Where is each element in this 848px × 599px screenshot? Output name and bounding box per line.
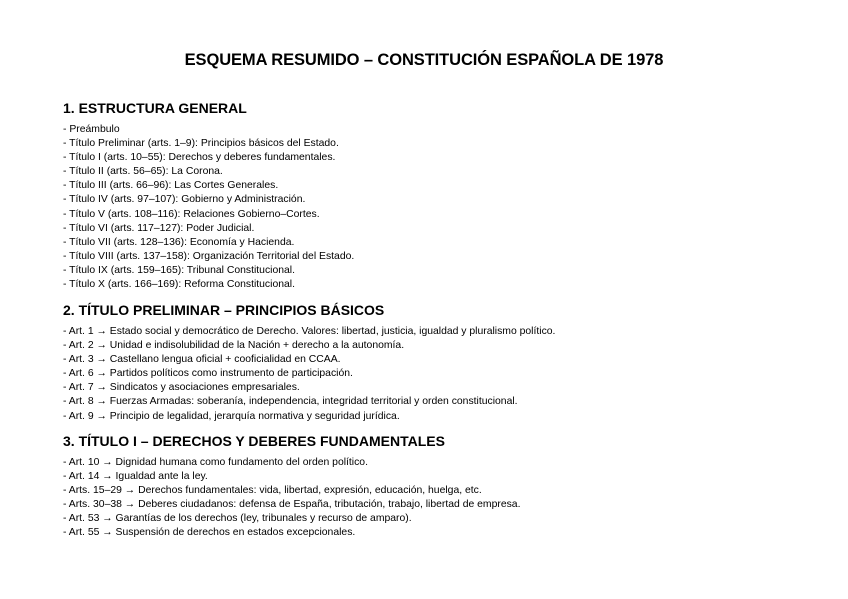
list-item: - Título X (arts. 166–169): Reforma Constitucional. (63, 279, 295, 291)
section-heading: 2. TÍTULO PRELIMINAR – PRINCIPIOS BÁSICOS (63, 302, 385, 318)
list-item: - Título VI (arts. 117–127): Poder Judicial. (63, 222, 255, 234)
section-heading: 1. ESTRUCTURA GENERAL (63, 100, 247, 116)
list-item: - Art. 2 → Unidad e indisolubilidad de la Nación + derecho a la autonomía. (63, 340, 405, 352)
list-item: - Título II (arts. 56–65): La Corona. (63, 166, 223, 178)
list-item: - Preámbulo (63, 124, 120, 135)
document-title: ESQUEMA RESUMIDO – CONSTITUCIÓN ESPAÑOLA DE 1978 (184, 51, 664, 69)
list-item: - Título IX (arts. 159–165): Tribunal Constitucional. (63, 264, 295, 276)
list-item: - Título III (arts. 66–96): Las Cortes Generales. (63, 180, 279, 192)
section-list (63, 325, 823, 424)
list-item: - Arts. 15–29 → Derechos fundamentales: vida, libertad, expresión, educación, huelga, etc. (63, 485, 482, 497)
list-item: - Art. 53 → Garantías de los derechos (ley, tribunales y recurso de amparo). (63, 513, 412, 525)
list-item: - Título I (arts. 10–55): Derechos y deberes fundamentales. (63, 152, 336, 164)
section-estructura-general (63, 99, 823, 292)
list-item: - Art. 7 → Sindicatos y asociaciones empresariales. (63, 382, 300, 394)
section-list (63, 456, 823, 541)
list-item: - Título VII (arts. 128–136): Economía y Hacienda. (63, 236, 295, 248)
section-titulo-i (63, 432, 823, 541)
list-item: - Art. 1 → Estado social y democrático de Derecho. Valores: libertad, justicia, igualdad y pluralismo político. (63, 326, 556, 337)
list-item: - Arts. 30–38 → Deberes ciudadanos: defensa de España, tributación, trabajo, libertad de empresa. (63, 499, 521, 511)
list-item: - Art. 9 → Principio de legalidad, jerarquía normativa y seguridad jurídica. (63, 410, 400, 422)
list-item: - Art. 10 → Dignidad humana como fundamento del orden político. (63, 457, 368, 468)
section-titulo-preliminar (63, 301, 823, 424)
list-item: - Título VIII (arts. 137–158): Organización Territorial del Estado. (63, 250, 355, 262)
list-item: - Art. 3 → Castellano lengua oficial + cooficialidad en CCAA. (63, 354, 341, 366)
list-item: - Título IV (arts. 97–107): Gobierno y Administración. (63, 194, 306, 206)
list-item: - Art. 14 → Igualdad ante la ley. (63, 471, 208, 483)
section-list (63, 123, 823, 292)
list-item: - Título V (arts. 108–116): Relaciones Gobierno–Cortes. (63, 208, 320, 220)
list-item: - Art. 55 → Suspensión de derechos en estados excepcionales. (63, 527, 356, 539)
list-item: - Art. 6 → Partidos políticos como instrumento de participación. (63, 368, 353, 380)
section-heading: 3. TÍTULO I – DERECHOS Y DEBERES FUNDAMENTALES (63, 433, 445, 449)
list-item: - Art. 8 → Fuerzas Armadas: soberanía, independencia, integridad territorial y orden constitucional. (63, 396, 518, 408)
list-item: - Título Preliminar (arts. 1–9): Principios básicos del Estado. (63, 138, 339, 150)
